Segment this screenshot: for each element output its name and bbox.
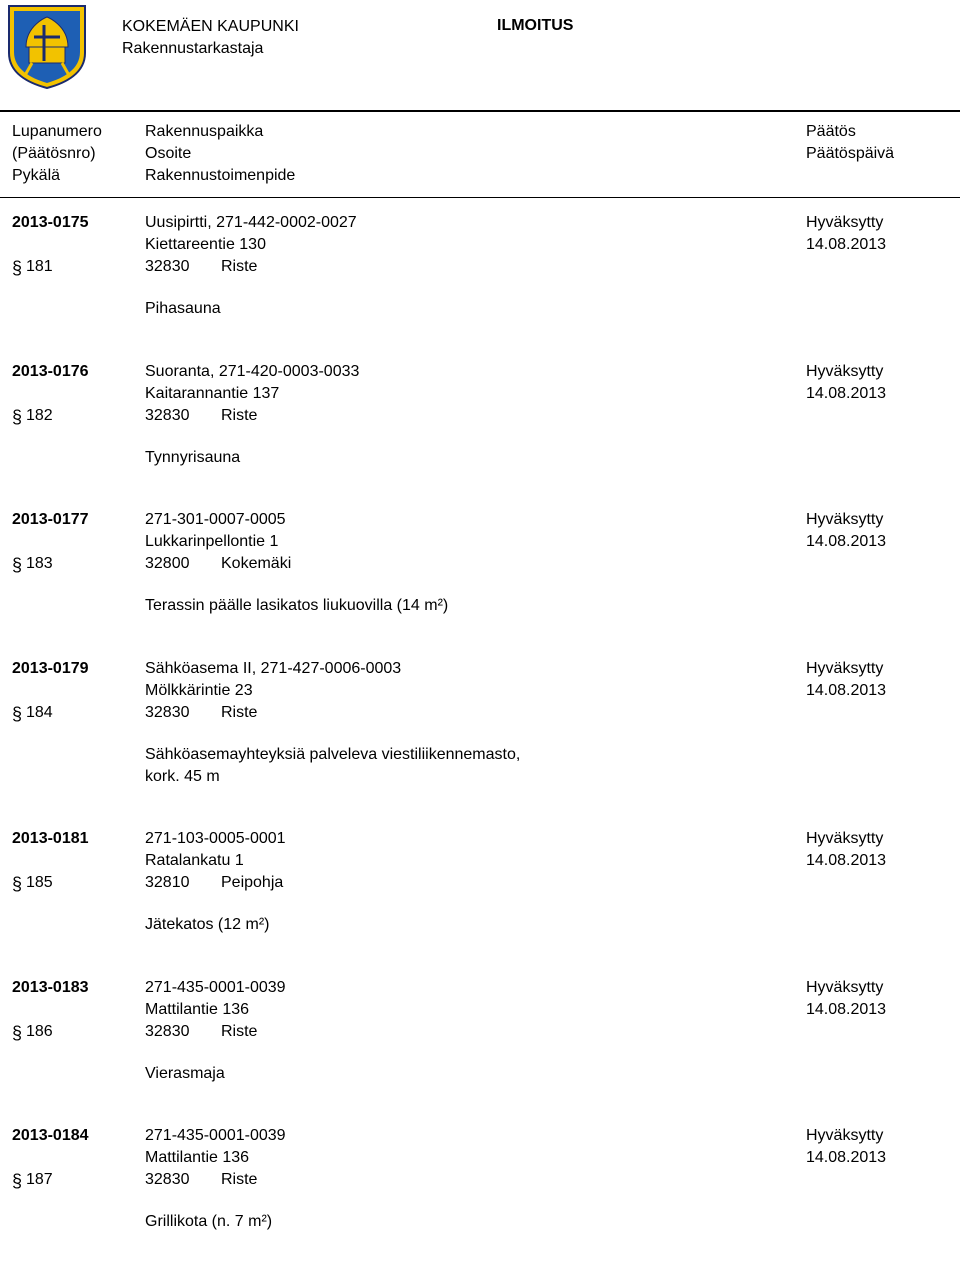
section-sign-icon: [12, 873, 26, 895]
section-sign-icon: [12, 554, 26, 576]
svg-text:§: §: [12, 1171, 23, 1191]
decision: Hyväksytty: [806, 511, 884, 528]
decision: Hyväksytty: [806, 979, 884, 996]
building-site: 271-435-0001-0039: [145, 1127, 286, 1144]
building-site: Uusipirtti, 271-442-0002-0027: [145, 214, 357, 231]
svg-text:§: §: [12, 704, 23, 724]
section-sign-icon: [12, 1022, 26, 1044]
decision-date: 14.08.2013: [806, 533, 887, 550]
document-type: ILMOITUS: [497, 17, 574, 34]
locality: Peipohja: [221, 874, 284, 891]
permit-number: 2013-0183: [12, 979, 89, 996]
decision: Hyväksytty: [806, 830, 884, 847]
section-number: 185: [26, 874, 53, 891]
permit-number: 2013-0177: [12, 511, 89, 528]
locality: Riste: [221, 1023, 258, 1040]
building-action: [145, 744, 520, 788]
building-action-line: Vierasmaja: [145, 1065, 225, 1082]
permit-entry: [0, 212, 960, 352]
building-action-line: kork. 45 m: [145, 768, 220, 785]
column-header-label: Päätös: [806, 123, 856, 140]
postcode: 32800: [145, 555, 190, 572]
decision: Hyväksytty: [806, 1127, 884, 1144]
building-action-line: Tynnyrisauna: [145, 449, 241, 466]
building-action-line: Terassin päälle lasikatos liukuovilla (14 m²): [145, 597, 449, 614]
permit-number: 2013-0181: [12, 830, 89, 847]
section-number: 184: [26, 704, 53, 721]
coat-of-arms-icon: [6, 3, 88, 89]
postcode: 32830: [145, 407, 190, 424]
column-header-label: (Päätösnro): [12, 145, 96, 162]
building-action: [145, 595, 448, 617]
postcode: 32830: [145, 1171, 190, 1188]
svg-text:§: §: [12, 407, 23, 427]
column-header-label: Pykälä: [12, 167, 61, 184]
header-divider-bottom: [0, 197, 960, 198]
svg-text:§: §: [12, 555, 23, 575]
permit-entry: [0, 509, 960, 649]
svg-text:§: §: [12, 874, 23, 894]
permit-number: 2013-0175: [12, 214, 89, 231]
address: Mattilantie 136: [145, 1001, 250, 1018]
column-header-label: Rakennustoimenpide: [145, 167, 296, 184]
decision: Hyväksytty: [806, 660, 884, 677]
address: Mattilantie 136: [145, 1149, 250, 1166]
section-number: 183: [26, 555, 53, 572]
building-action-line: Sähköasemayhteyksiä palveleva viestiliikennemasto,: [145, 746, 521, 763]
permit-entry: [0, 828, 960, 968]
org-line-1: KOKEMÄEN KAUPUNKI: [122, 18, 299, 35]
locality: Riste: [221, 258, 258, 275]
building-action: [145, 447, 240, 469]
address: Kaitarannantie 137: [145, 385, 280, 402]
decision-date: 14.08.2013: [806, 236, 887, 253]
address: Lukkarinpellontie 1: [145, 533, 279, 550]
permit-number: 2013-0184: [12, 1127, 89, 1144]
address: Ratalankatu 1: [145, 852, 244, 869]
column-header-decision: [806, 121, 894, 165]
section-number: 181: [26, 258, 53, 275]
permit-number: 2013-0176: [12, 363, 89, 380]
decision-date: 14.08.2013: [806, 682, 887, 699]
building-action: [145, 914, 269, 936]
column-header-label: Lupanumero: [12, 123, 102, 140]
org-line-2: Rakennustarkastaja: [122, 40, 264, 57]
section-sign-icon: [12, 703, 26, 725]
svg-text:§: §: [12, 1023, 23, 1043]
column-header-label: Osoite: [145, 145, 192, 162]
building-site: 271-103-0005-0001: [145, 830, 286, 847]
locality: Riste: [221, 704, 258, 721]
section-number: 186: [26, 1023, 53, 1040]
section-sign-icon: [12, 406, 26, 428]
decision-date: 14.08.2013: [806, 1149, 887, 1166]
building-site: Suoranta, 271-420-0003-0033: [145, 363, 360, 380]
decision-date: 14.08.2013: [806, 852, 887, 869]
decision: Hyväksytty: [806, 214, 884, 231]
organization-name: [122, 16, 299, 60]
building-action: [145, 1063, 225, 1085]
postcode: 32810: [145, 874, 190, 891]
column-header-site: [145, 121, 295, 187]
building-action-line: Jätekatos (12 m²): [145, 916, 270, 933]
building-action: [145, 298, 221, 320]
section-number: 182: [26, 407, 53, 424]
building-site: 271-435-0001-0039: [145, 979, 286, 996]
header-divider-top: [0, 110, 960, 112]
permit-entry: [0, 1125, 960, 1265]
locality: Riste: [221, 1171, 258, 1188]
column-header-label: Rakennuspaikka: [145, 123, 264, 140]
building-site: 271-301-0007-0005: [145, 511, 286, 528]
address: Kiettareentie 130: [145, 236, 266, 253]
locality: Kokemäki: [221, 555, 292, 572]
section-number: 187: [26, 1171, 53, 1188]
building-action-line: Grillikota (n. 7 m²): [145, 1213, 273, 1230]
column-header-permit: [12, 121, 102, 187]
locality: Riste: [221, 407, 258, 424]
building-action-line: Pihasauna: [145, 300, 221, 317]
svg-text:§: §: [12, 258, 23, 278]
postcode: 32830: [145, 258, 190, 275]
building-site: Sähköasema II, 271-427-0006-0003: [145, 660, 402, 677]
postcode: 32830: [145, 704, 190, 721]
section-sign-icon: [12, 1170, 26, 1192]
decision: Hyväksytty: [806, 363, 884, 380]
column-header-label: Päätöspäivä: [806, 145, 895, 162]
postcode: 32830: [145, 1023, 190, 1040]
decision-date: 14.08.2013: [806, 1001, 887, 1018]
decision-date: 14.08.2013: [806, 385, 887, 402]
section-sign-icon: [12, 257, 26, 279]
permit-entry: [0, 361, 960, 501]
address: Mölkkärintie 23: [145, 682, 253, 699]
permit-entry: [0, 658, 960, 798]
permit-entry: [0, 977, 960, 1117]
building-action: [145, 1211, 272, 1233]
permit-number: 2013-0179: [12, 660, 89, 677]
